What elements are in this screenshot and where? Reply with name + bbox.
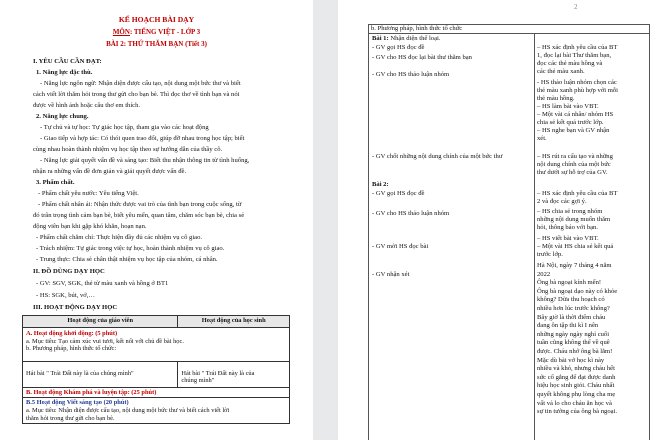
student-line: những nội dung muốn thăm [537, 216, 611, 223]
letter-line: Ông bà ngoại kính mến! [537, 279, 602, 287]
student-line: 1, đọc lại bài Thư thăm bạn, [537, 52, 612, 59]
letter-line: Hà Nội, ngày 7 tháng 4 năm [537, 262, 612, 269]
paragraph-line: đó trân trọng tình cảm bạn bè, biết yêu mến, quan tâm, chăm sóc bạn bè, chia sẻ [33, 212, 245, 219]
section-2-heading: II. ĐỒ DÙNG DẠY HỌC [33, 268, 105, 275]
subsection-1-3: 3. Phẩm chất. [36, 179, 75, 186]
section-1-heading: I. YÊU CẦU CẦN ĐẠT: [33, 58, 102, 65]
student-line: – Một vài cá nhân/ nhóm HS [537, 111, 614, 118]
paragraph-line: - Phẩm chất nhân ái: Nhận thức được vai trò của tình bạn trong cuộc sống, từ [38, 201, 242, 208]
student-line: nội dung chính của một bức [537, 161, 611, 168]
paragraph-line: nhận ra những vấn đề đơn giản và giải quyết được vấn đề. [33, 168, 187, 175]
paragraph-line: - Phẩm chất chăm chỉ: Thực hiện đầy đủ các nhiệm vụ cô giao. [36, 234, 203, 241]
subsection-1-2: 2. Năng lực chung. [36, 113, 89, 120]
activity-b-title: B. Hoạt động Khám phá và luyện tập: (25 phút) [26, 388, 157, 396]
student-line: – HS chia sẻ trong nhóm [537, 208, 603, 215]
activity-a-cell [23, 328, 290, 362]
teacher-step: - GV cho HS thảo luận nhóm [372, 210, 450, 217]
student-block-3 [537, 103, 613, 143]
student-line: thẻ màu xanh phù hợp với mỗi [537, 87, 618, 94]
student-line: – Một vài HS chia sẻ kết quả [537, 243, 614, 250]
document-page-1 [0, 0, 313, 440]
activity-b5-goal: thăm hỏi trong thư gửi cho bạn bè. [26, 414, 115, 422]
letter-line: Mặc dù bài vở học kì này [537, 356, 605, 364]
activity-b5-cell [23, 398, 290, 424]
student-line: xét. [537, 135, 547, 142]
letter-line: Ông bà ngoại dạo này có khỏe [537, 287, 618, 295]
header-student: Hoạt động của học sinh [178, 316, 290, 328]
teacher-step: - GV chốt những nội dung chính của một bức thư [372, 153, 503, 160]
letter-line: tuần cũng không thể về quê [537, 339, 610, 347]
activity-a-goal: a. Mục tiêu: Tạo cảm xúc vui tươi, kết nối với chủ đề bài học. [26, 337, 184, 345]
song-student-line: Hát bài " Trái Đất này là của [181, 369, 255, 377]
student-line: – HS viết bài vào VBT. [537, 235, 599, 242]
letter-line: 2022 [537, 270, 551, 278]
paragraph-line: - GV: SGV, SGK, thẻ từ màu xanh và hồng ở BT1 [36, 280, 169, 287]
plan-title: KẾ HOẠCH BÀI DẠY [118, 15, 195, 24]
student-line: - HS thảo luận nhóm chọn các [537, 79, 617, 86]
table-border [534, 33, 535, 440]
letter-line: Bây giờ là thời điểm cháu [537, 313, 606, 321]
letter-line: không? Dừa thu hoạch có [537, 296, 605, 304]
paragraph-line: - Năng lực ngôn ngữ: Nhận diện được cấu tạo, nội dung một bức thư và biết [40, 80, 241, 87]
paragraph-line: động viên bạn khi gặp khó khăn, hoạn nạn. [33, 223, 147, 230]
activities-table [22, 315, 290, 424]
table-border [368, 24, 369, 440]
song-student-cell [178, 361, 290, 387]
paragraph-line: - HS: SGK, bút, vở,… [36, 292, 95, 299]
student-line: – HS xác định yêu cầu của BT [537, 44, 618, 51]
student-line: trước lớp. [537, 251, 563, 258]
letter-line: nhiều hơn lúc trước không? [537, 304, 610, 312]
subject-line [0, 28, 313, 36]
student-line: 2 và đọc các gợi ý. [537, 198, 587, 205]
student-line: thẻ màu hồng. [537, 95, 575, 102]
letter-line: quyết không phụ lòng cha mẹ [537, 390, 616, 398]
song-student-line: chúng mình" [181, 377, 215, 385]
teacher-step: - GV cho HS đọc lại bài thư thăm bạn [372, 54, 472, 61]
header-teacher: Hoạt động của giáo viên [23, 316, 178, 328]
letter-line: được. Cháu nhớ ông bà lắm! [537, 347, 613, 355]
paragraph-line: - Trung thực: Chia sẻ chân thật nhiệm vụ học tập của nhóm, cá nhân. [36, 256, 218, 263]
teacher-step: - GV mời HS đọc bài [372, 243, 429, 250]
letter-line: sức cố gắng để đạt được danh [537, 373, 616, 381]
section-3-heading: III. HOẠT ĐỘNG DẠY HỌC [33, 304, 118, 311]
song-teacher-cell: Hát bài " Trái Đất này là của chúng mình" [23, 361, 178, 387]
paragraph-line: - Tự chủ và tự học: Tự giác học tập, tham gia vào các hoạt động [40, 124, 209, 131]
teacher-step: - GV gọi HS đọc đề [372, 44, 425, 51]
activity-b5-title: B.5 Hoạt động Viết sáng tạo (20 phút) [26, 399, 129, 407]
paragraph-line: - Phẩm chất yêu nước: Yêu tiếng Việt. [38, 190, 139, 197]
table-border [368, 33, 650, 34]
student-block-7 [537, 235, 613, 259]
document-page-2 [338, 0, 650, 440]
student-line: – HS nghe bạn và GV nhận [537, 127, 610, 134]
exercise-1-label: Bài 1: [372, 35, 389, 42]
student-block-1 [537, 44, 617, 76]
letter-line: đang ôn tập thi kì I nên [537, 322, 599, 330]
activity-a-title: A. Hoạt động khởi động: (5 phút) [26, 330, 118, 337]
subject-rest: : TIẾNG VIỆT - LỚP 3 [129, 28, 201, 36]
subsection-1-1: 1. Năng lực đặc thù. [36, 69, 93, 76]
method-line: b. Phương pháp, hình thức tổ chức [371, 25, 463, 32]
student-line: đọc các thẻ màu hồng và [537, 60, 603, 67]
paragraph-line: cách viết lời thăm hỏi trong thư gửi cho bạn bè. Thì đọc thơ về tình bạn và nói [33, 91, 240, 98]
subject-prefix: MÔN [112, 28, 130, 36]
student-line: – HS xác định yêu cầu của BT [537, 190, 618, 197]
student-block-5 [537, 190, 617, 206]
teacher-step: - GV gọi HS đọc đề [372, 190, 425, 197]
sample-letter [537, 262, 617, 417]
paragraph-line: cùng nhau hoàn thành nhiệm vụ học tập theo sự hướng dẫn của thầy cô. [33, 146, 223, 153]
student-block-4 [537, 153, 613, 177]
student-line: thư dưới sự hỗ trợ của GV. [537, 169, 608, 176]
student-block-6 [537, 208, 610, 232]
student-line: – HS làm bài vào VBT. [537, 103, 599, 110]
teacher-step: - GV cho HS thảo luận nhóm [372, 71, 450, 78]
student-line: hỏi, thông báo với bạn. [537, 224, 598, 231]
paragraph-line: được về hình ảnh hoặc câu thơ em thích. [33, 102, 141, 109]
paragraph-line: - Giao tiếp và hợp tác: Có thói quen trao đổi, giúp đỡ nhau trong học tập; biết [40, 135, 245, 142]
activity-a-method: b. Phương pháp, hình thức tổ chức: [26, 345, 117, 353]
letter-line: hiệu học sinh giỏi. Cháu nhất [537, 382, 615, 390]
paragraph-line: - Trách nhiệm: Tự giác trong việc tự học, hoàn thành nhiệm vụ cô giao. [36, 245, 225, 252]
page-number: 2 [574, 3, 578, 11]
paragraph-line: - Năng lực giải quyết vấn đề và sáng tạo: Biết thu nhận thông tin từ tình huống, [40, 157, 250, 164]
student-line: chia sẻ kết quả trước lớp. [537, 119, 604, 126]
teacher-step: - GV nhận xét [372, 271, 410, 278]
exercise-2-heading: Bài 2: [372, 181, 389, 188]
activity-b5-goal: a. Mục tiêu: Nhận diện được cấu tạo, nội dung một bức thư và biết cách viết lời [26, 406, 230, 414]
lesson-title: BÀI 2: THỨ THĂM BẠN (Tiết 3) [106, 40, 207, 48]
letter-line: vất vả lo cho cháu ăn học và [537, 399, 612, 407]
student-line: – HS rút ra cấu tạo và những [537, 153, 613, 160]
student-block-2 [537, 79, 618, 103]
student-line: các thẻ màu xanh. [537, 68, 585, 75]
exercise-1-heading [372, 35, 441, 43]
letter-line: sự tin tưởng của ông bà ngoại. [537, 408, 618, 416]
letter-line: nhiều và khó, nhưng cháu hết [537, 365, 615, 373]
letter-line: những ngày ngày nghỉ cuối [537, 330, 610, 338]
activity-b-cell [23, 387, 290, 398]
exercise-1-subtitle: Nhận diện thể loại. [388, 35, 441, 42]
